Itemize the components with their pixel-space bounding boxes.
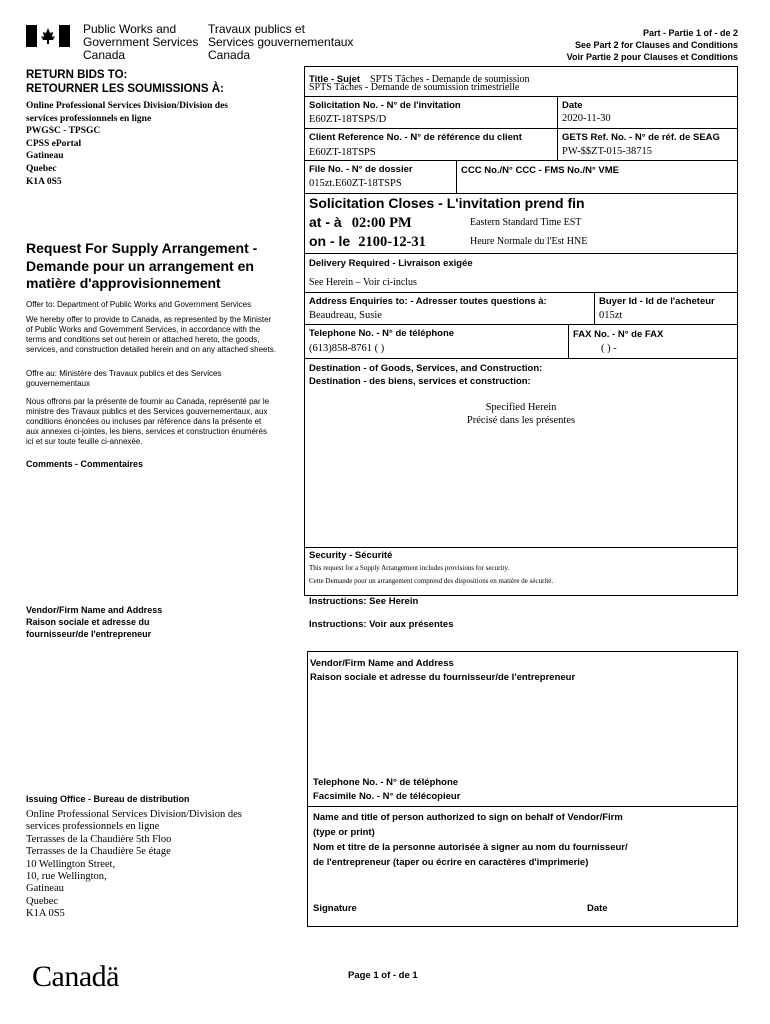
- gets-reference-value: PW-$$ZT-015-38715: [562, 146, 653, 157]
- return-bids-address: Online Professional Services Division/Division des services professionnels en ligne PWGSC - TPSGC CPSS ePortal Gatineau Quebec K1A 0S5: [26, 101, 228, 187]
- divider: [307, 806, 738, 807]
- request-title: Request For Supply Arrangement - Demande pour un arrangement en matière d'approvisionnement: [26, 240, 258, 291]
- fax-value: ( ) -: [601, 343, 617, 354]
- offer-text-en: We hereby offer to provide to Canada, as represented by the Minister of Public Works and Government Services, in accordance with the terms and conditions set out herein or attached hereto, the goods, services, and construction detailed herein and on any attached sheets.: [26, 315, 276, 354]
- enquiries-value: Beaudreau, Susie: [309, 310, 382, 321]
- vendor-firm-label-left: Vendor/Firm Name and Address Raison sociale et adresse du fournisseur/de l'entrepreneur: [26, 605, 163, 639]
- timezone-en: Eastern Standard Time EST: [470, 217, 582, 228]
- destination-value: Specified Herein Précisé dans les présentes: [466, 402, 576, 426]
- divider: [304, 96, 738, 97]
- title-field: Title - Sujet SPTS Tâches - Demande de soumission: [309, 74, 530, 85]
- instructions-en: Instructions: See Herein: [309, 596, 419, 607]
- enquiries-label: Address Enquiries to: - Adresser toutes questions à:: [309, 296, 547, 307]
- delivery-required-value: See Herein – Voir ci-inclus: [309, 277, 417, 288]
- divider: [304, 547, 738, 548]
- return-bids-title: RETURN BIDS TO: RETOURNER LES SOUMISSIONS À:: [26, 69, 224, 95]
- closing-time-value: 02:00 PM: [351, 215, 412, 231]
- department-name-en: Public Works and Government Services Canada: [83, 22, 199, 62]
- divider: [304, 358, 738, 359]
- department-name-fr: Travaux publics et Services gouvernementaux Canada: [208, 22, 354, 62]
- issuing-office-label: Issuing Office - Bureau de distribution: [26, 794, 190, 804]
- buyer-id-label: Buyer Id - Id de l'acheteur: [599, 296, 715, 307]
- offer-to-en: Offer to: Department of Public Works and Government Services: [26, 300, 252, 309]
- divider: [568, 324, 569, 358]
- file-number-value: 015zt.E60ZT-18TSPS: [309, 178, 402, 189]
- issuing-office-address: Online Professional Services Division/Division des services professionnels en ligne Terrasses de la Chaudière 5th Floo Terrasses de la Chaudière 5e étage 10 Wellington Street, 10, rue Wellington, Gatineau Quebec K1A 0S5: [26, 809, 242, 920]
- security-text-fr: Cette Demande pour un arrangement comprend des dispositions en matière de sécurité.: [309, 577, 554, 585]
- signature-date-label[interactable]: Date: [587, 903, 608, 914]
- date-value: 2020-11-30: [562, 113, 611, 124]
- closing-date-value: 2100-12-31: [358, 234, 426, 250]
- offer-text-fr: Nous offrons par la présente de fournir au Canada, représenté par le ministre des Travaux publics et des Services gouvernementaux, aux conditions énoncées ou incluses par référence dans la présente et aux annexes ci-jointes, les biens, services et construction énumérés ici et sur toute feuille ci-annexée.: [26, 397, 270, 446]
- page-number: Page 1 of - de 1: [348, 970, 418, 981]
- security-label: Security - Sécurité: [309, 550, 393, 561]
- telephone-value: (613)858-8761 ( ): [309, 343, 385, 354]
- solicitation-number-label: Solicitation No. - N° de l'invitation: [309, 100, 461, 111]
- government-flag-logo: [26, 25, 70, 47]
- comments-label: Comments - Commentaires: [26, 459, 144, 469]
- gets-reference-label: GETS Ref. No. - N° de réf. de SEAG: [562, 132, 720, 143]
- buyer-id-value: 015zt: [599, 310, 623, 321]
- timezone-fr: Heure Normale du l'Est HNE: [470, 236, 588, 247]
- title-value: SPTS Tâches - Demande de soumission: [370, 74, 530, 85]
- security-text-en: This request for a Supply Arrangement includes provisions for security.: [309, 564, 510, 572]
- fax-label: FAX No. - N° de FAX: [573, 329, 664, 340]
- divider: [557, 96, 558, 160]
- solicitation-closes-title: Solicitation Closes - L'invitation prend fin: [309, 195, 585, 211]
- vendor-telephone-label[interactable]: Telephone No. - N° de téléphone Facsimile No. - N° de télécopieur: [313, 777, 461, 802]
- divider: [456, 160, 457, 193]
- divider: [304, 160, 738, 161]
- vendor-name-address-field[interactable]: [310, 688, 734, 772]
- closing-time: at - à 02:00 PM: [309, 214, 412, 231]
- telephone-label: Telephone No. - N° de téléphone: [309, 328, 455, 339]
- ccc-number-label: CCC No./N° CCC - FMS No./N° VME: [461, 165, 620, 176]
- divider: [304, 324, 738, 325]
- destination-label: Destination - of Goods, Services, and Construction: Destination - des biens, services et construction:: [309, 363, 543, 387]
- divider: [304, 193, 738, 194]
- canada-wordmark: Canadä: [32, 960, 119, 993]
- closing-date: on - le 2100-12-31: [309, 233, 426, 250]
- file-number-label: File No. - N° de dossier: [309, 164, 413, 175]
- divider: [594, 292, 595, 324]
- divider: [304, 253, 738, 254]
- delivery-required-label: Delivery Required - Livraison exigée: [309, 258, 473, 269]
- divider: [304, 292, 738, 293]
- instructions-fr: Instructions: Voir aux présentes: [309, 619, 454, 630]
- vendor-firm-label: Vendor/Firm Name and Address Raison sociale et adresse du fournisseur/de l'entrepreneur: [310, 658, 576, 683]
- client-reference-label: Client Reference No. - N° de référence du client: [309, 132, 522, 143]
- part-indicator: Part - Partie 1 of - de 2 See Part 2 for Clauses and Conditions Voir Partie 2 pour Clauses et Conditions: [566, 28, 738, 62]
- divider: [304, 128, 738, 129]
- signature-label[interactable]: Signature: [313, 903, 357, 914]
- solicitation-number-value: E60ZT-18TSPS/D: [309, 114, 387, 125]
- title-value-2: SPTS Tâches - Demande de soumission trimestrielle: [309, 82, 520, 93]
- date-label: Date: [562, 100, 583, 111]
- authorized-signer-label[interactable]: Name and title of person authorized to sign on behalf of Vendor/Firm (type or print) Nom et titre de la personne autorisée à signer au nom du fournisseur/ de l'entrepreneur (taper ou écrire en caractères d'imprimerie): [313, 812, 628, 868]
- offer-to-fr: Offre au: Ministère des Travaux publics et des Services gouvernementaux: [26, 369, 222, 388]
- client-reference-value: E60ZT-18TSPS: [309, 147, 376, 158]
